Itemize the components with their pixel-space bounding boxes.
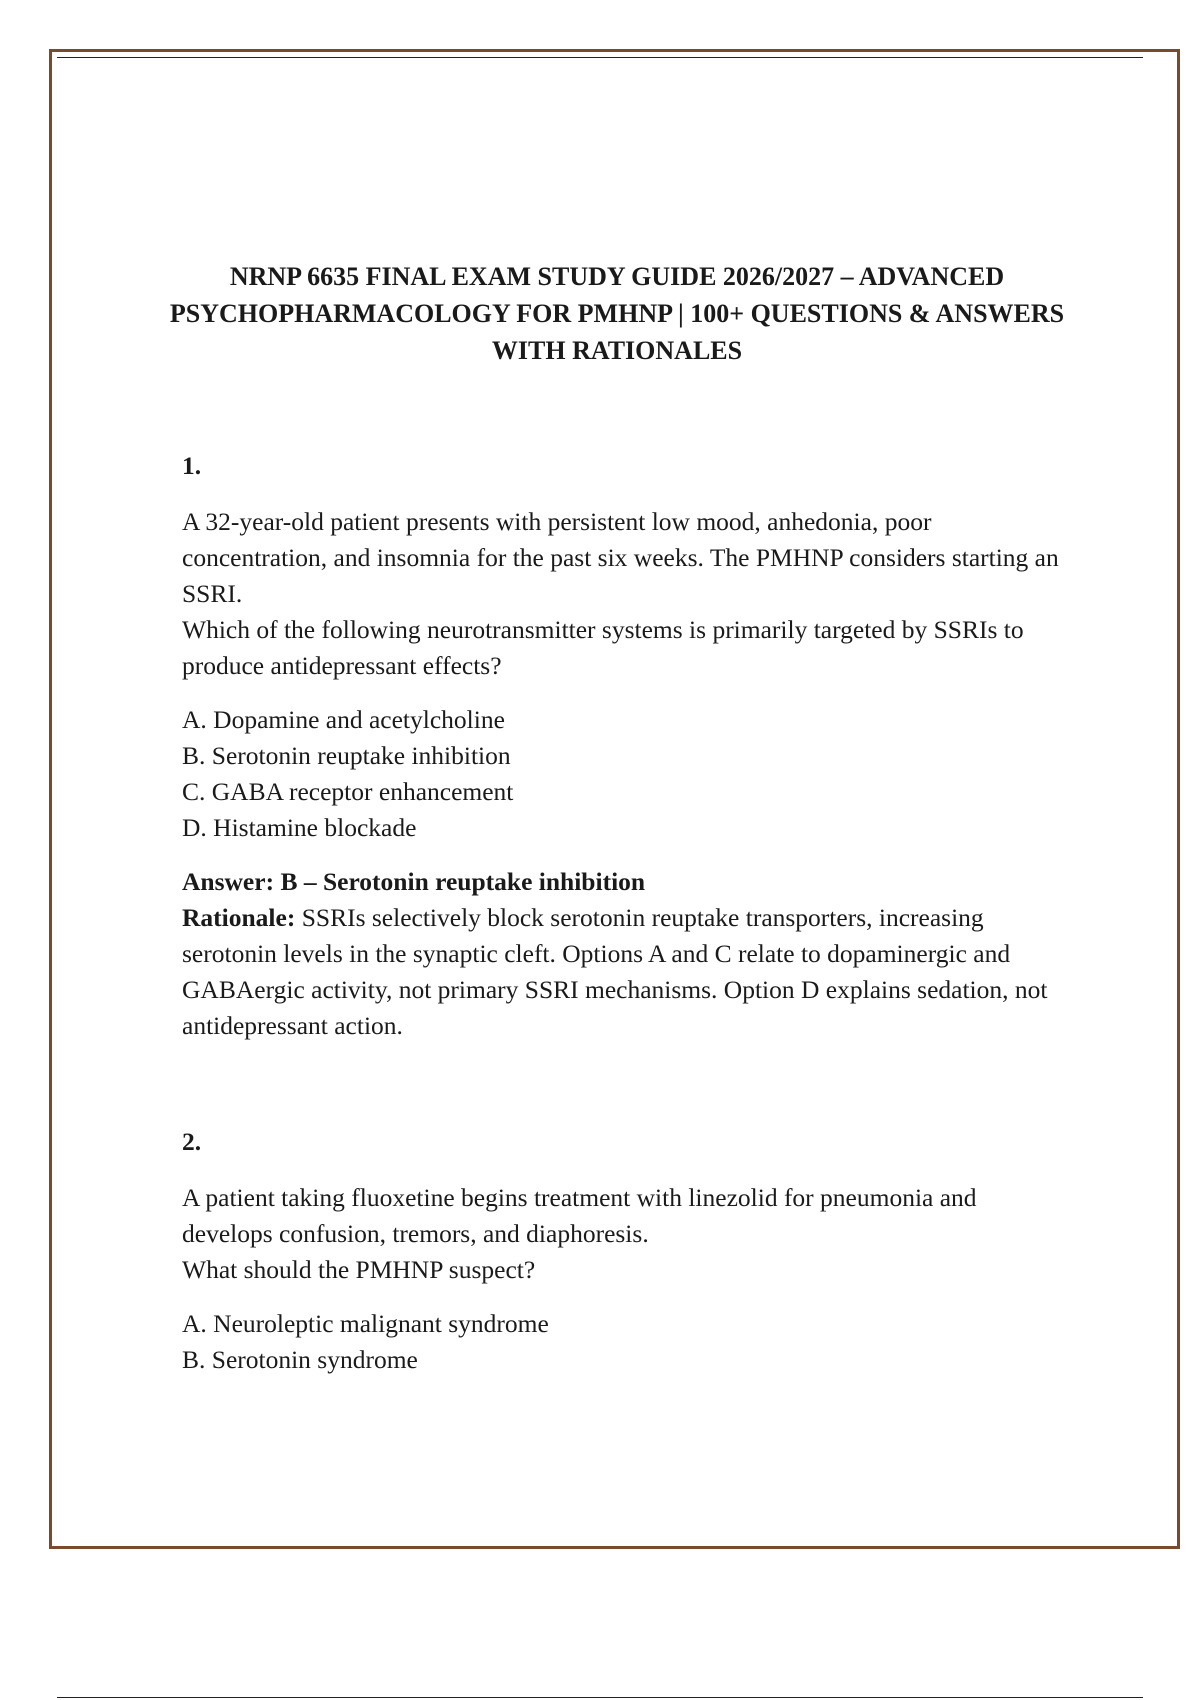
question-stem-line: A 32-year-old patient presents with persistent low mood, anhedonia, poor concentration, and insomnia for the past six weeks. The PMHNP considers starting an SSRI. [182,507,1059,608]
option-a: A. Dopamine and acetylcholine [182,705,505,734]
question-spacer [182,1044,1062,1124]
question-list [182,448,1062,1396]
question-stem-line: Which of the following neurotransmitter systems is primarily targeted by SSRIs to produce antidepressant effects? [182,615,1024,680]
option-b: B. Serotonin syndrome [182,1345,418,1374]
question-1 [182,448,1062,1044]
answer-options [182,1306,1062,1378]
option-b: B. Serotonin reuptake inhibition [182,741,511,770]
question-stem-line: What should the PMHNP suspect? [182,1255,536,1284]
option-c: C. GABA receptor enhancement [182,777,514,806]
question-number: 1. [182,451,202,480]
question-2 [182,1124,1062,1378]
answer-line: Answer: B – Serotonin reuptake inhibition [182,867,646,896]
bottom-rule [57,1697,1143,1698]
rationale-label: Rationale: [182,903,296,932]
question-stem [182,504,1062,684]
option-a: A. Neuroleptic malignant syndrome [182,1309,549,1338]
question-number: 2. [182,1127,202,1156]
answer-options [182,702,1062,846]
question-stem-line: A patient taking fluoxetine begins treatment with linezolid for pneumonia and develops confusion, tremors, and diaphoresis. [182,1183,977,1248]
option-d: D. Histamine blockade [182,813,417,842]
rationale-text: SSRIs selectively block serotonin reuptake transporters, increasing serotonin levels in the synaptic cleft. Options A and C relate to dopaminergic and GABAergic activity, not primary SSRI mechanisms. Option D explains sedation, not antidepressant action. [182,903,1048,1040]
question-stem [182,1180,1062,1288]
top-rule [57,57,1143,58]
answer-block [182,864,1062,1044]
document-title: NRNP 6635 FINAL EXAM STUDY GUIDE 2026/2027 – ADVANCED PSYCHOPHARMACOLOGY FOR PMHNP | 100+ QUESTIONS & ANSWERS WITH RATIONALES [169,262,1065,365]
